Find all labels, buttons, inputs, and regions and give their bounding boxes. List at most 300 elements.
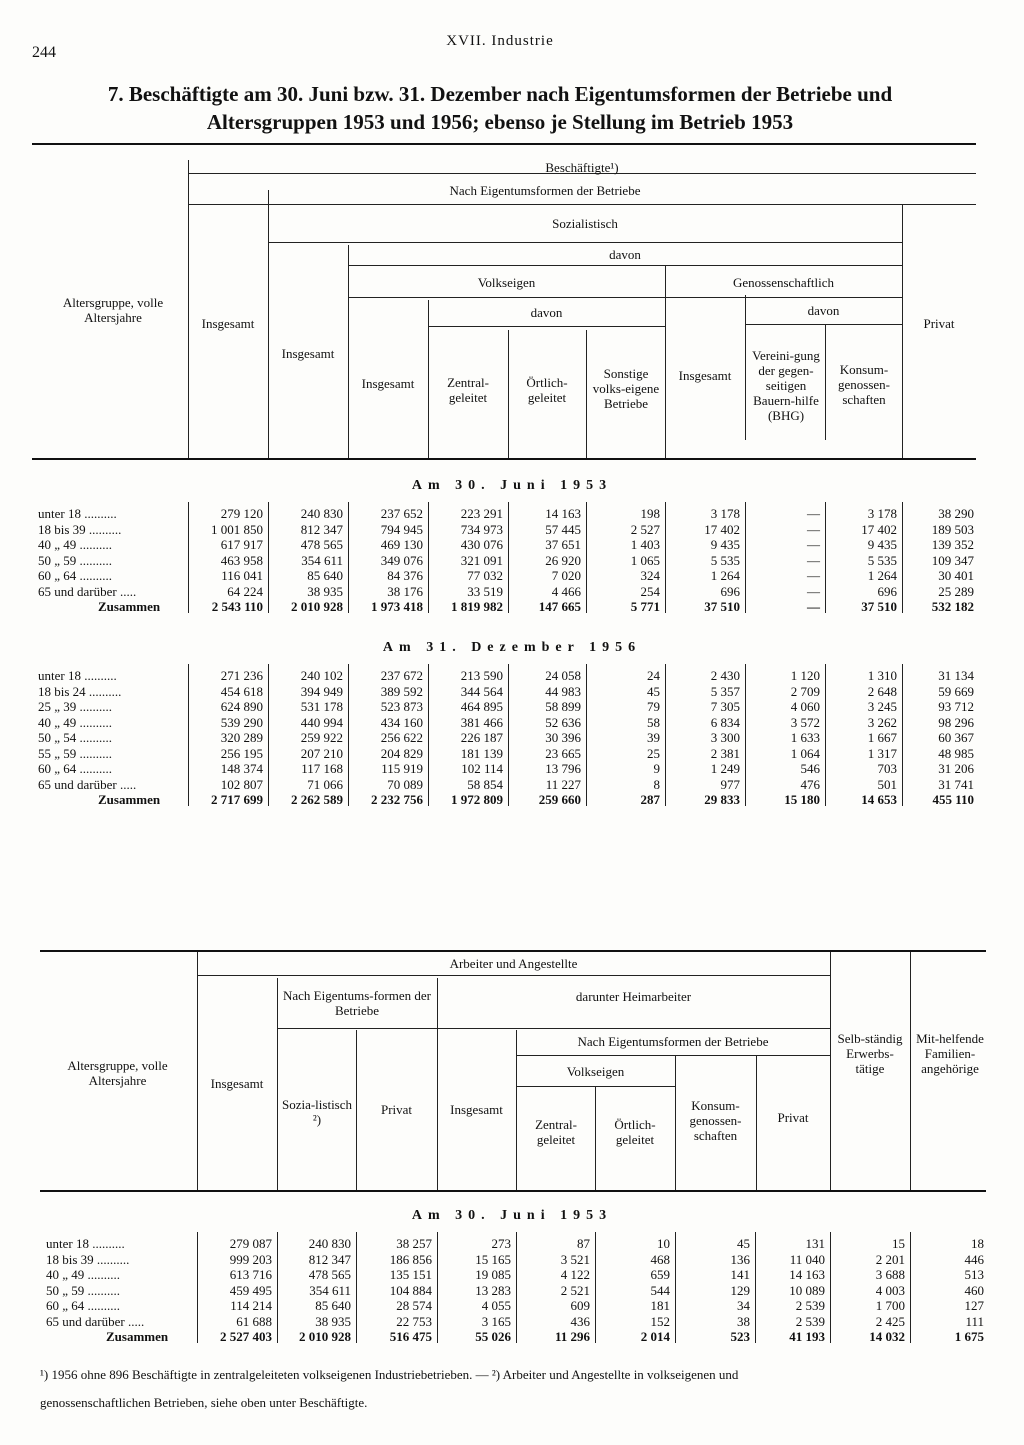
table-cell: 2 709 [790,683,820,699]
table-title-line1: 7. Beschäftigte am 30. Juni bzw. 31. Dezember nach Eigentumsformen der Betriebe und [107,82,893,106]
table-cell: 523 [730,1329,750,1344]
table-cell: 812 347 [300,521,343,537]
row-label: 18 bis 39 .......... [46,1251,130,1267]
col-davon-volkseigen: davon [530,304,563,320]
table-cell: 240 102 [300,668,343,683]
table-cell: 19 085 [475,1267,511,1282]
table-cell: 2 648 [867,683,897,699]
table-cell: — [807,537,820,552]
table-cell: 18 [971,1236,984,1251]
table-cell: — [807,568,820,583]
table-cell: 523 873 [380,699,423,714]
table-cell: 4 466 [551,583,581,599]
table-cell: — [807,506,820,521]
table-cell: 459 495 [229,1282,272,1298]
row-label: Zusammen [98,792,161,807]
table-cell: 204 829 [380,745,423,761]
table-cell: 84 376 [387,568,423,583]
table-cell: 999 203 [229,1251,272,1267]
table-cell: 271 236 [220,668,263,683]
table-cell: 102 807 [220,776,263,792]
table-cell: 259 660 [538,792,581,807]
table-cell: 2 430 [710,668,740,683]
table-cell: 287 [640,792,660,807]
t2-col-mithelfend: Mit-helfende Familien-angehörige [916,1030,984,1076]
table-cell: 469 130 [380,537,423,552]
table-cell: 26 920 [545,552,581,568]
table-cell: 354 611 [309,1282,351,1298]
t2-col-nach-eigentum-h: Nach Eigentumsformen der Betriebe [577,1033,769,1049]
table-cell: 478 565 [300,537,343,552]
table-cell: 544 [650,1282,670,1298]
table-cell: 198 [640,506,660,521]
table-cell: 11 040 [789,1251,825,1267]
section-title: Am 30. Juni 1953 [411,1208,613,1223]
table-cell: 22 753 [396,1313,432,1329]
table-cell: 2 262 589 [291,792,343,807]
table-cell: 454 618 [220,683,263,699]
table-cell: 9 435 [867,537,897,552]
table-cell: 104 884 [389,1282,432,1298]
table-cell: 476 [800,776,820,792]
row-label: unter 18 .......... [46,1236,125,1251]
table-cell: 58 899 [545,699,581,714]
table-cell: 1 819 982 [451,599,503,614]
table-cell: 2 539 [795,1298,825,1313]
table-cell: 381 466 [460,714,503,730]
table-cell: 256 195 [220,745,263,761]
table-cell: 1 310 [867,668,897,683]
footnote-1: ¹) 1956 ohne 896 Beschäftigte in zentralgeleiteten volkseigenen Industriebetrieben. — ²) Arbeiter und Angestellte in volkseigenen und [40,1367,739,1382]
table-cell: 430 076 [460,537,503,552]
row-label: 65 und darüber ..... [38,583,137,599]
table-cell: 116 041 [221,568,263,583]
table-cell: 3 245 [867,699,897,714]
table-cell: 539 290 [220,714,263,730]
table-cell: 58 [647,714,660,730]
table-cell: 41 193 [789,1329,825,1344]
table-cell: 5 771 [630,599,660,614]
table-cell: 273 [491,1236,511,1251]
table-cell: 29 833 [704,792,740,807]
col-privat: Privat [923,315,955,331]
table-cell: 70 089 [387,776,423,792]
t2-col-altersgruppe: Altersgruppe, volle Altersjahre [67,1058,168,1088]
table-cell: 207 210 [300,745,343,761]
table-cell: 516 475 [389,1329,432,1344]
chapter-title: XVII. Industrie [446,33,554,49]
table-cell: 38 290 [938,506,974,521]
table-cell: 696 [720,583,740,599]
table-cell: 135 151 [389,1267,432,1282]
table-cell: 148 374 [220,761,263,776]
table-cell: 4 060 [790,699,820,714]
table-cell: 181 [650,1298,670,1313]
table-cell: 617 917 [220,537,263,552]
table-cell: 115 919 [381,761,423,776]
table-cell: 14 163 [545,506,581,521]
table-cell: 223 291 [460,506,503,521]
table-cell: 114 214 [230,1298,272,1313]
table-cell: 2 717 699 [211,792,263,807]
table-cell: 434 160 [380,714,423,730]
table-cell: 468 [650,1251,670,1267]
table-cell: 15 [892,1236,905,1251]
table-cell: 38 935 [315,1313,351,1329]
table-cell: 38 257 [396,1236,432,1251]
table-cell: 152 [650,1313,670,1329]
t2-col-darunter: darunter Heimarbeiter [575,988,692,1004]
table-cell: 45 [737,1236,750,1251]
table-cell: 2 543 110 [211,599,263,614]
table-cell: 613 716 [229,1267,272,1282]
table-cell: 501 [877,776,897,792]
table-cell: 240 830 [308,1236,351,1251]
table-cell: 186 856 [389,1251,432,1267]
table-cell: 321 091 [460,552,503,568]
table-cell: 5 357 [710,683,740,699]
table-cell: 1 403 [630,537,660,552]
table-cell: 2 521 [560,1282,590,1298]
t2-col-konsum: Konsum-genossen-schaften [689,1097,742,1143]
table-cell: 85 640 [307,568,343,583]
table-cell: 17 402 [704,521,740,537]
table-cell: 3 688 [875,1267,905,1282]
table-cell: 463 958 [220,552,263,568]
table-cell: 455 110 [932,792,974,807]
table-cell: 2 381 [710,745,740,761]
table-cell: 11 296 [554,1329,590,1344]
table-cell: 7 305 [710,699,740,714]
table-cell: 28 574 [396,1298,432,1313]
col-volkseigen: Volkseigen [477,274,536,290]
table-cell: 3 165 [481,1313,511,1329]
table-cell: 609 [570,1298,590,1313]
table-cell: — [807,552,820,568]
table-cell: 1 972 809 [451,792,503,807]
table-cell: 812 347 [308,1251,351,1267]
table-cell: 34 [737,1298,750,1313]
table-cell: 324 [640,568,660,583]
col-davon: davon [609,246,641,262]
row-label: 18 bis 24 .......... [38,683,122,699]
table-cell: 1 675 [954,1329,984,1344]
table-cell: 6 834 [710,714,740,730]
col-zentral: Zentral-geleitet [447,375,489,405]
table-cell: 131 [805,1236,825,1251]
table-cell: 320 289 [220,730,263,745]
row-label: 55 „ 59 .......... [38,745,113,761]
t2-col-oertlich: Örtlich-geleitet [614,1117,656,1147]
col-sozialistisch: Sozialistisch [552,215,618,231]
t2-col-insgesamt: Insgesamt [210,1075,264,1091]
table-cell: 37 510 [704,599,740,614]
table-cell: 24 058 [545,668,581,683]
t2-col-zentral: Zentral-geleitet [535,1117,577,1147]
row-label: 40 „ 49 .......... [38,714,113,730]
table-cell: 25 [647,745,660,761]
table-cell: 460 [964,1282,984,1298]
table-cell: 1 317 [867,745,897,761]
table-cell: 55 026 [475,1329,511,1344]
col-oertlich: Örtlich-geleitet [526,375,568,405]
table-cell: 85 640 [315,1298,351,1313]
table-cell: 1 001 850 [211,521,263,537]
table-cell: 87 [577,1236,590,1251]
row-label: 65 und darüber ..... [38,776,137,792]
table-cell: 79 [647,699,660,714]
table-cell: 3 521 [560,1251,590,1267]
page-number: 244 [32,44,56,61]
table-cell: 2 232 756 [371,792,423,807]
table-cell: 59 669 [938,683,974,699]
header-bottom-rule [32,458,976,460]
col-nach-eigentum: Nach Eigentumsformen der Betriebe [449,182,641,198]
table-cell: 44 983 [545,683,581,699]
table-cell: 30 396 [545,730,581,745]
col-insgesamt-gen: Insgesamt [678,367,732,383]
section-title: Am 31. Dezember 1956 [382,640,642,655]
table-cell: 11 227 [545,776,581,792]
table-cell: 129 [730,1282,750,1298]
table-cell: 102 114 [461,761,503,776]
table-cell: 1 064 [790,745,820,761]
table-cell: 696 [877,583,897,599]
table-cell: 734 973 [460,521,503,537]
table-cell: 2 201 [875,1251,905,1267]
t2-col-selbststaendig: Selb-ständig Erwerbs-tätige [837,1030,903,1076]
table-cell: 446 [964,1251,984,1267]
col-davon-genossen: davon [807,302,840,318]
table-cell: 546 [800,761,820,776]
table-cell: 10 089 [789,1282,825,1298]
table-cell: 279 120 [220,506,263,521]
table-cell: 3 178 [710,506,740,521]
t2-top-rule [40,950,986,952]
table-cell: 17 402 [861,521,897,537]
table-cell: 141 [730,1267,750,1282]
table-cell: 3 178 [867,506,897,521]
table-cell: 659 [650,1267,670,1282]
table-cell: 31 206 [938,761,974,776]
table-cell: 38 176 [387,583,423,599]
row-label: unter 18 .......... [38,668,117,683]
table-cell: 1 264 [867,568,897,583]
table-cell: 3 572 [790,714,820,730]
table-cell: 2 539 [795,1313,825,1329]
table-cell: 13 796 [545,761,581,776]
table-cell: 440 994 [300,714,343,730]
table-cell: 389 592 [380,683,423,699]
table-cell: 14 032 [869,1329,905,1344]
table-cell: 3 262 [867,714,897,730]
table-cell: 52 636 [545,714,581,730]
table-cell: 30 401 [938,568,974,583]
row-label: 60 „ 64 .......... [38,568,113,583]
table-cell: 109 347 [931,552,974,568]
table-cell: 64 224 [227,583,263,599]
row-label: 40 „ 49 .......... [38,537,113,552]
table-cell: 1 264 [710,568,740,583]
table-cell: 7 020 [551,568,581,583]
row-label: unter 18 .......... [38,506,117,521]
col-insgesamt: Insgesamt [201,315,255,331]
table-cell: 60 367 [938,730,974,745]
table-cell: 794 945 [380,521,423,537]
row-label: 18 bis 39 .......... [38,521,122,537]
table-cell: 14 163 [789,1267,825,1282]
table-cell: 226 187 [460,730,503,745]
col-bhg: Vereini-gung der gegen-seitigen Bauern-hilfe (BHG) [752,347,820,423]
table-cell: 4 003 [875,1282,905,1298]
table-cell: 394 949 [300,683,343,699]
table-cell: 147 665 [538,599,581,614]
table-cell: 5 535 [710,552,740,568]
table-cell: 24 [647,668,660,683]
table-cell: 1 973 418 [371,599,423,614]
table-cell: 9 435 [710,537,740,552]
table-cell: 1 700 [875,1298,905,1313]
table-cell: 14 653 [861,792,897,807]
table-cell: 4 122 [560,1267,590,1282]
row-label: 25 „ 39 .......... [38,699,113,714]
table-cell: 2 010 928 [291,599,343,614]
table-cell: 111 [965,1313,984,1329]
table-cell: 9 [653,761,660,776]
table-cell: 15 165 [475,1251,511,1267]
table-cell: 31 134 [938,668,974,683]
table-cell: 259 922 [300,730,343,745]
table-cell: 93 712 [938,699,974,714]
table-cell: 48 985 [938,745,974,761]
table-cell: 13 283 [475,1282,511,1298]
footnote-2: genossenschaftlichen Betrieben, siehe oben unter Beschäftigte. [40,1395,368,1410]
t2-col-nach-eigentum: Nach Eigentums-formen der Betriebe [282,988,431,1018]
table-cell: 1 065 [630,552,660,568]
row-label: 50 „ 59 .......... [38,552,113,568]
table-cell: 1 667 [867,730,897,745]
table-title-line2: Altersgruppen 1953 und 1956; ebenso je Stellung im Betrieb 1953 [206,110,794,134]
col-insgesamt-vk: Insgesamt [361,375,415,391]
table-cell: 256 622 [380,730,423,745]
t2-col-insgesamt-h: Insgesamt [450,1101,503,1117]
table-cell: 38 935 [307,583,343,599]
t2-col-privat-h: Privat [777,1109,809,1125]
table-cell: 531 178 [300,699,343,714]
row-label: Zusammen [98,599,161,614]
table-cell: 478 565 [308,1267,351,1282]
table-cell: 240 830 [300,506,343,521]
table-cell: 2 010 928 [299,1329,351,1344]
col-genossenschaftlich: Genossenschaftlich [732,274,835,290]
table-cell: 237 652 [380,506,423,521]
table-cell: 61 688 [236,1313,272,1329]
table-cell: 58 854 [467,776,503,792]
table-cell: 213 590 [460,668,503,683]
row-label: 40 „ 49 .......... [46,1267,121,1282]
table-cell: 1 249 [710,761,740,776]
table-cell: 464 895 [460,699,503,714]
row-label: 60 „ 64 .......... [38,761,113,776]
t2-header-bottom-rule [40,1190,986,1192]
col-sonstige: Sonstige volks-eigene Betriebe [592,365,660,411]
row-label: 50 „ 59 .......... [46,1282,121,1298]
table-cell: 2 014 [640,1329,670,1344]
table-cell: 117 168 [301,761,343,776]
table-cell: 25 289 [938,583,974,599]
table-cell: 71 066 [307,776,343,792]
table-cell: 254 [640,583,660,599]
table-cell: — [807,583,820,599]
table-cell: 77 032 [467,568,503,583]
col-konsum: Konsum-genossen-schaften [838,361,890,407]
t2-col-arbeiter: Arbeiter und Angestellte [449,955,578,971]
table-cell: 15 180 [784,792,820,807]
t2-col-volkseigen: Volkseigen [566,1063,625,1079]
table-cell: 38 [737,1313,750,1329]
table-cell: 1 120 [790,668,820,683]
table-cell: 2 527 [630,521,660,537]
table-cell: 23 665 [545,745,581,761]
row-label: 60 „ 64 .......... [46,1298,121,1313]
table-cell: 2 425 [875,1313,905,1329]
table-cell: 57 445 [545,521,581,537]
table-cell: 37 651 [545,537,581,552]
table-cell: 4 055 [481,1298,511,1313]
t2-col-privat: Privat [380,1101,413,1117]
t2-col-sozialistisch: Sozia-listisch ²) [281,1097,353,1127]
top-rule [32,143,976,145]
table-cell: 139 352 [931,537,974,552]
table-cell: 977 [720,776,740,792]
section-title: Am 30. Juni 1953 [411,478,613,493]
col-beschaeftigte: Beschäftigte¹) [545,159,619,175]
col-insgesamt-soz: Insgesamt [281,345,335,361]
table-cell: 39 [647,730,660,745]
table-cell: 1 633 [790,730,820,745]
table-cell: 349 076 [380,552,423,568]
table-cell: 279 087 [229,1236,272,1251]
table-cell: 189 503 [931,521,974,537]
table-cell: — [807,599,820,614]
table-cell: 3 300 [710,730,740,745]
table-cell: 136 [730,1251,750,1267]
table-cell: 354 611 [301,552,343,568]
table-cell: 33 519 [467,583,503,599]
table-cell: 344 564 [460,683,503,699]
table-cell: 624 890 [220,699,263,714]
row-label: Zusammen [106,1329,169,1344]
table-cell: 45 [647,683,660,699]
table-cell: 2 527 403 [220,1329,272,1344]
table-cell: — [807,521,820,537]
table-cell: 703 [877,761,897,776]
table-cell: 513 [964,1267,984,1282]
table-cell: 436 [570,1313,590,1329]
table-cell: 532 182 [931,599,974,614]
table-cell: 37 510 [861,599,897,614]
table-cell: 5 535 [867,552,897,568]
table-cell: 8 [653,776,660,792]
table-cell: 98 296 [938,714,974,730]
table-cell: 237 672 [380,668,423,683]
row-label: 50 „ 54 .......... [38,730,113,745]
table-cell: 10 [657,1236,670,1251]
table-cell: 31 741 [938,776,974,792]
table-cell: 127 [964,1298,984,1313]
col-altersgruppe: Altersgruppe, volle Altersjahre [62,295,164,325]
table-cell: 181 139 [460,745,503,761]
